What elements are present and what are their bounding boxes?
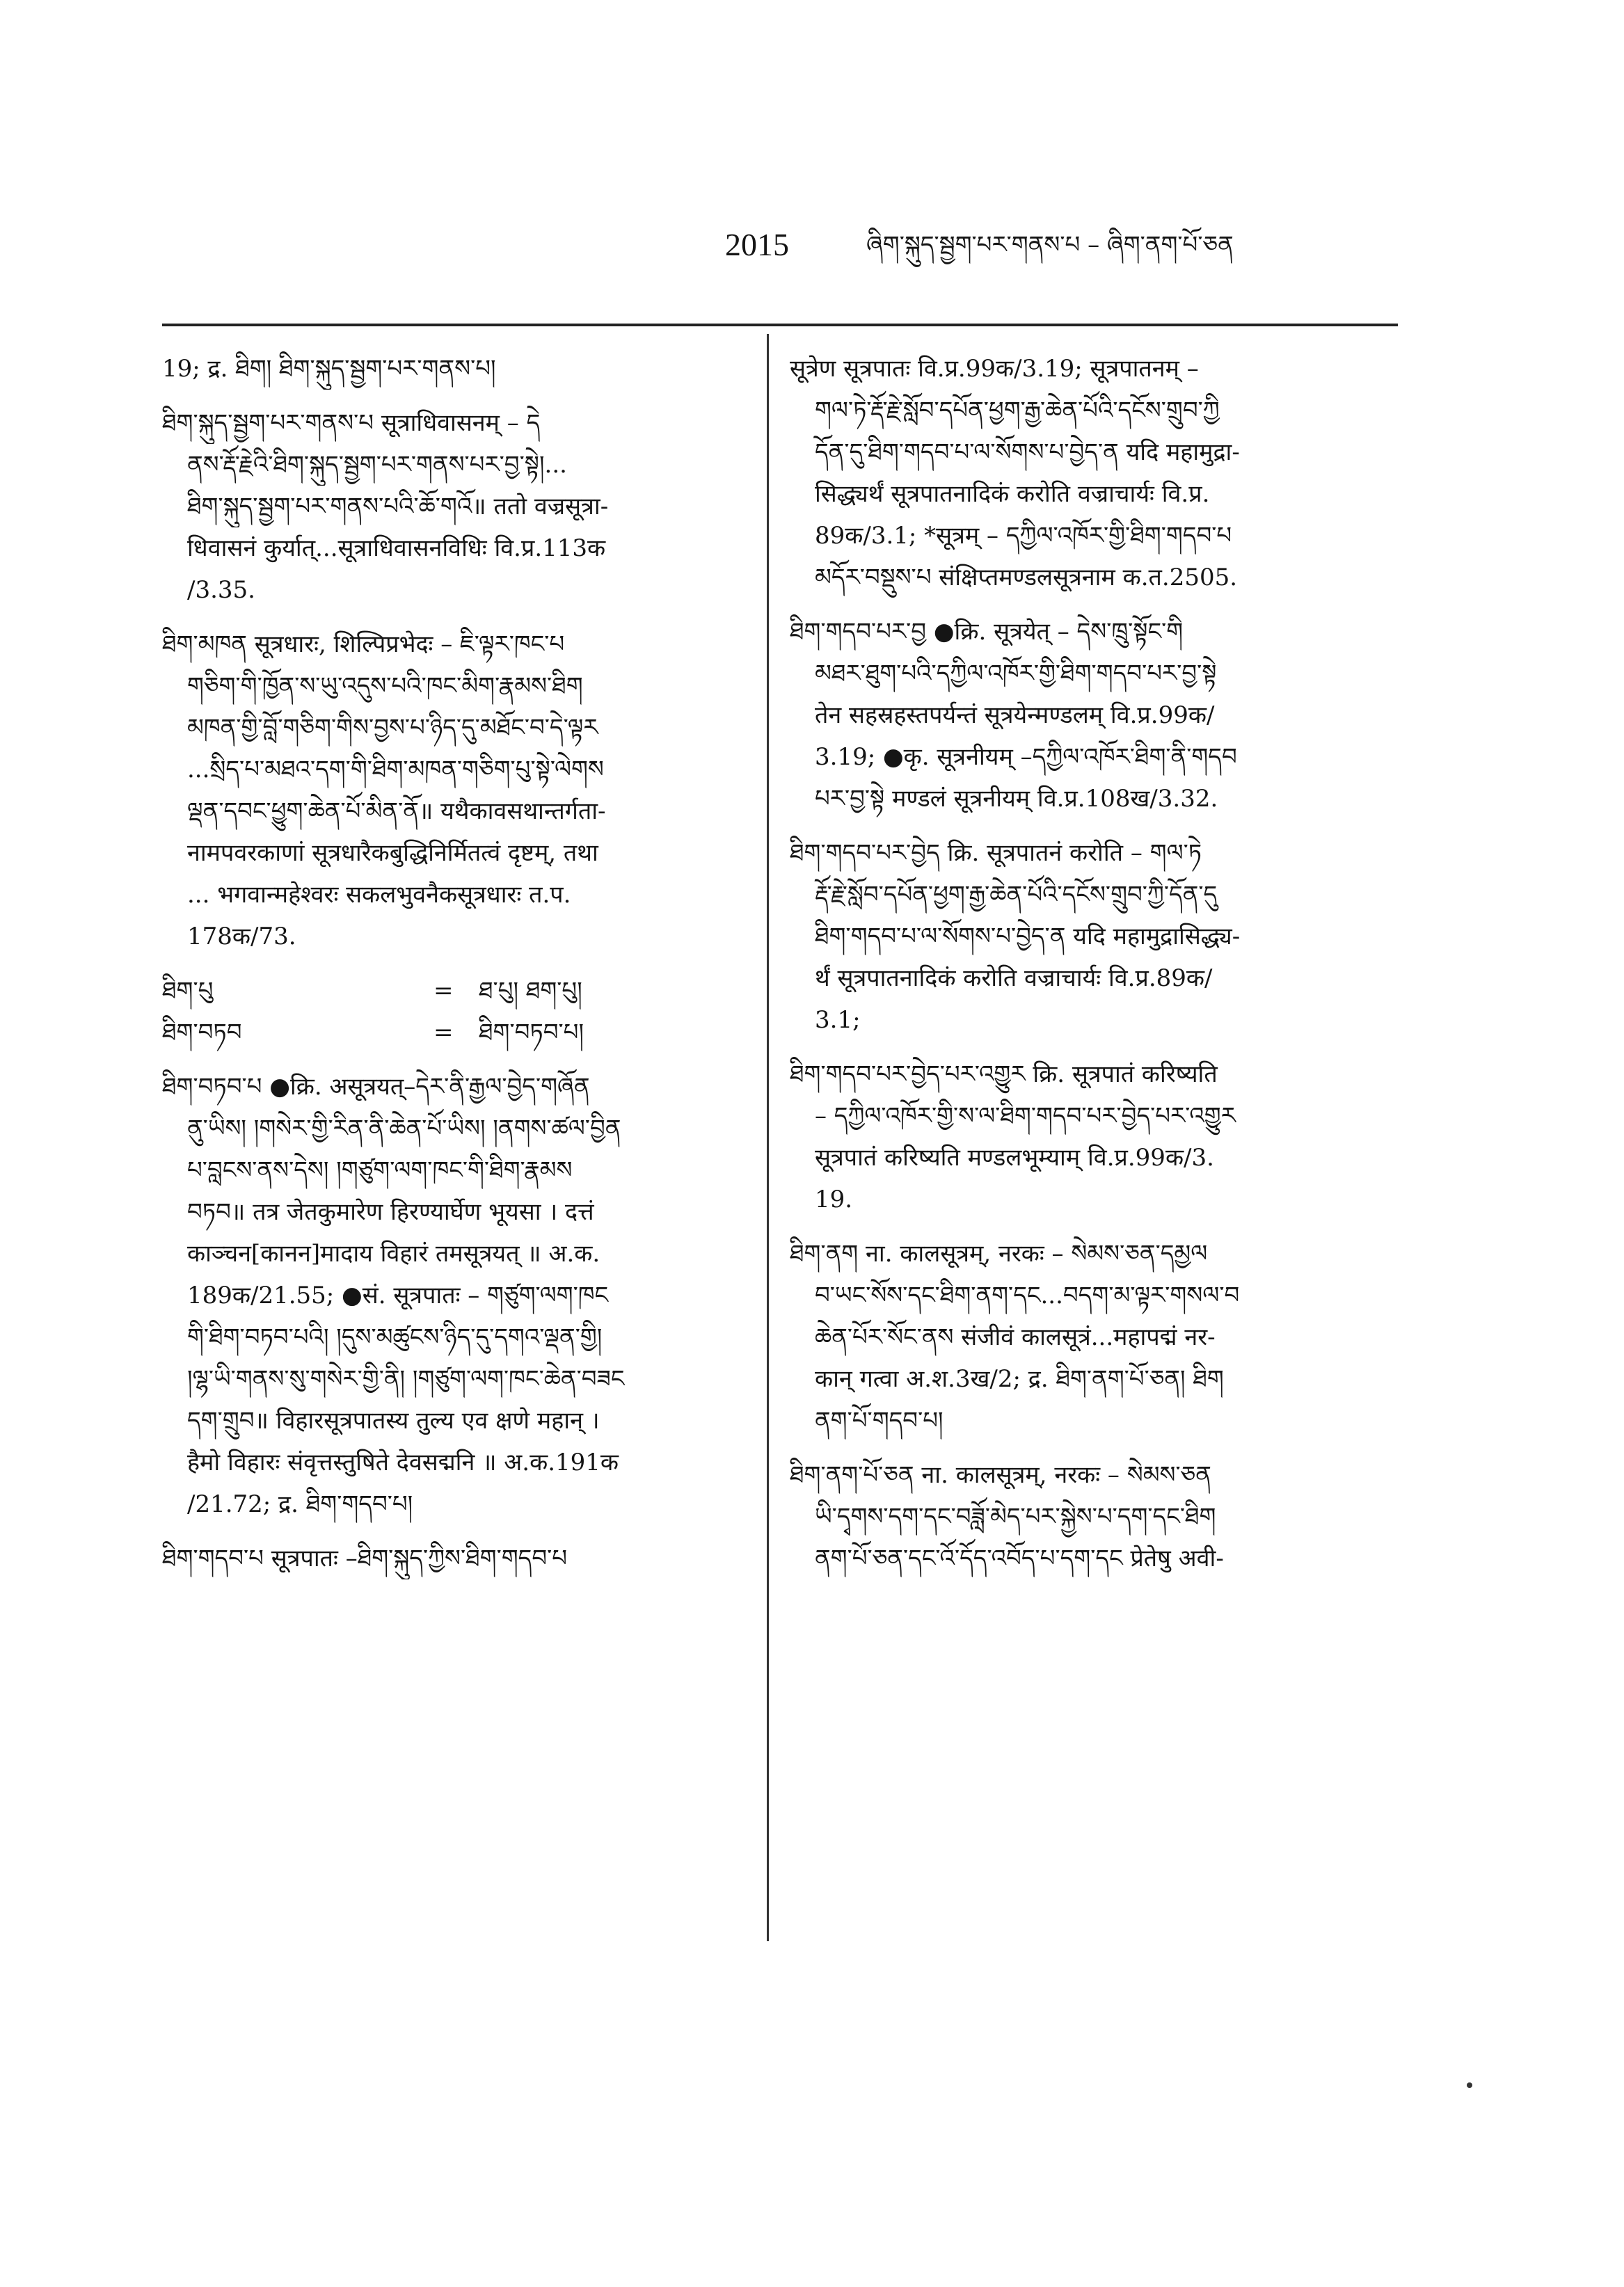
entry-line: /3.35.	[187, 576, 255, 604]
entry-line: ནག་པོ་ཅན་དང་འོ་དོད་འབོད་པ་དག་དང प्रेतेषु अवी-	[815, 1545, 1224, 1572]
entry-line: 3.1;	[815, 1006, 861, 1034]
entry-line: གི་ཐིག་བཏབ་པའི། །དུས་མཚུངས་ཉིད་དུ་དགའ་ལྡན་གྱི།	[187, 1323, 603, 1351]
dictionary-entry	[162, 348, 740, 390]
dictionary-entry	[790, 1053, 1385, 1220]
dictionary-entry	[790, 348, 1385, 598]
entry-headline: ཐིག་བཏབ་པ ●क्रि. असूत्रयत्–དེར་ནི་རྒྱལ་བྱེད་གཞོན	[162, 1073, 590, 1101]
entry-line: ནུ་ཡིས། །གསེར་གྱི་རིན་ནི་ཆེན་པོ་ཡིས། །ནགས་ཚལ་བྱིན	[187, 1115, 621, 1142]
entry-line: सिद्ध्यर्थं सूत्रपातनादिकं करोति वज्राचार्यः वि.प्र.	[815, 480, 1210, 508]
cross-reference-target: ཐིག་བཏབ་པ།	[479, 1019, 584, 1046]
cross-reference-headword: ཐིག་པུ	[162, 977, 214, 1005]
cross-reference-target: ཐ་པུ། ཐག་པུ།	[479, 977, 582, 1005]
entry-line: 3.19; ●कृ. सूत्रनीयम् –དཀྱིལ་འཁོར་ཐིག་ནི་གདབ	[815, 743, 1237, 771]
entry-line: 89क/3.1; *सूत्रम् – དཀྱིལ་འཁོར་གྱི་ཐིག་གདབ་པ	[815, 522, 1232, 550]
header-rule	[162, 324, 1398, 326]
entry-line: हैमो विहारः संवृत्तस्तुषिते देवसद्मनि ॥ अ.क.191क	[187, 1449, 619, 1476]
entry-line: པ་བླངས་ནས་དེས། །གཙུག་ལག་ཁང་གི་ཐིག་རྣམས	[187, 1156, 573, 1184]
entry-line: རྡོ་རྗེ་སློབ་དཔོན་ཕྱག་རྒྱ་ཆེན་པོའི་དངོས་གྲུབ་ཀྱི་དོན་དུ	[815, 881, 1218, 909]
dictionary-entry	[162, 1066, 740, 1525]
entry-line: काञ्चन[कानन]मादाय विहारं तमसूत्रयत् ॥ अ.क.	[187, 1240, 600, 1268]
entry-line: ནག་པོ་གདབ་པ།	[815, 1407, 944, 1435]
equals-sign: =	[433, 977, 454, 1005]
page-number: 2015	[725, 227, 789, 262]
entry-line: མཐར་ཐུག་པའི་དཀྱིལ་འཁོར་གྱི་ཐིག་གདབ་པར་བྱ་སྟེ	[815, 660, 1217, 687]
entry-line: །ལྷ་ཡི་གནས་སུ་གསེར་གྱི་ནི། །གཙུག་ལག་ཁང་ཆེན་བཟང	[187, 1365, 625, 1393]
entry-line: བཏབ॥ तत्र जेतकुमारेण हिरण्यार्घेण भूयसा । दत्तं	[187, 1198, 594, 1226]
entry-line: 19.	[815, 1186, 853, 1213]
cross-reference-row	[162, 1012, 740, 1053]
entry-line: ... भगवान्महेश्वरः सकलभुवनैकसूत्रधारः त.प.	[187, 881, 571, 909]
dictionary-entry	[790, 1454, 1385, 1579]
entry-line: कान् गत्वा अ.श.3ख/2; द्र. ཐིག་ནག་པོ་ཅན། ཐིག	[815, 1365, 1224, 1393]
entry-line: 189क/21.55; ●सं. सूत्रपातः – གཙུག་ལག་ཁང	[187, 1282, 609, 1309]
dictionary-entry	[790, 611, 1385, 820]
entry-line: གཅིག་གི་ཁྱོན་ས་ཡུ་འདུས་པའི་ཁང་མིག་རྣམས་ཐིག	[187, 672, 583, 700]
cross-reference-row	[162, 970, 740, 1012]
entry-line: तेन सहस्रहस्तपर्यन्तं सूत्रयेन्मण्डलम् वि.प्र.99क/	[815, 701, 1215, 729]
entry-line: ལྡན་དབང་ཕྱུག་ཆེན་པོ་མིན་ནོ॥ यथैकावसथान्तर्गता-	[187, 797, 606, 825]
entry-line: དོན་དུ་ཐིག་གདབ་པ་ལ་སོགས་པ་བྱེད་ན यदि महामुद्रा-	[815, 438, 1240, 466]
dictionary-entry	[162, 623, 740, 957]
entry-line: གལ་ཏེ་རྡོ་རྗེ་སློབ་དཔོན་ཕྱག་རྒྱ་ཆེན་པོའི་དངོས་གྲུབ་ཀྱི	[815, 397, 1220, 424]
entry-headline: ཐིག་གདབ་པར་བྱེད क्रि. सूत्रपातनं करोति – གལ་ཏེ	[790, 839, 1202, 867]
dictionary-entry	[790, 832, 1385, 1041]
entry-line: མདོར་བསྡུས་པ संक्षिप्तमण्डलसूत्रनाम क.त.2505.	[815, 564, 1238, 591]
entry-line: པར་བྱ་སྟེ मण्डलं सूत्रनीयम् वि.प्र.108ख/3.32.	[815, 785, 1218, 813]
entry-line: र्थं सूत्रपातनादिकं करोति वज्राचार्यः वि.प्र.89क/	[815, 964, 1213, 992]
right-column	[790, 348, 1385, 1592]
entry-headline: ཐིག་གདབ་པར་བྱ ●क्रि. सूत्रयेत् – དེས་ཁྲུ་སྟོང་གི	[790, 618, 1184, 646]
equals-sign: =	[433, 1019, 454, 1046]
entry-line: धिवासनं कुर्यात्...सूत्राधिवासनविधिः वि.प्र.113क	[187, 534, 606, 562]
column-divider	[767, 334, 769, 1941]
dictionary-entry	[790, 1233, 1385, 1442]
entry-line: नामपवरकाणां सूत्रधारैकबुद्धिनिर्मितत्वं दृष्टम्, तथा	[187, 839, 598, 867]
entry-line: དག་གྲུབ॥ विहारसूत्रपातस्य तुल्य एव क्षणे महान् ।	[187, 1407, 600, 1435]
entry-line: – དཀྱིལ་འཁོར་གྱི་ས་ལ་ཐིག་གདབ་པར་བྱེད་པར་འགྱུར	[815, 1102, 1236, 1130]
entry-line: ཆེན་པོར་སོང་ནས संजीवं कालसूत्रं...महापद्मं नर-	[815, 1323, 1216, 1351]
entry-headline: ཐིག་ནག་པོ་ཅན ना. कालसूत्रम्, नरकः – སེམས་ཅན	[790, 1461, 1211, 1489]
cross-reference-headword: ཐིག་བཏབ	[162, 1019, 242, 1046]
stray-mark	[1467, 2082, 1472, 2088]
entry-line: ཐིག་སྐུད་སྦྱག་པར་གནས་པའི་ཆོ་གའོ॥ ततो वज्रसूत्रा-	[187, 493, 609, 520]
entry-headline: ཐིག་མཁན सूत्रधारः, शिल्पिप्रभेदः – ཇི་ལྟར་ཁང་པ	[162, 630, 565, 658]
entry-line: /21.72; द्र. ཐིག་གདབ་པ།	[187, 1490, 413, 1518]
entry-headline: ཐིག་སྐུད་སྦྱག་པར་གནས་པ सूत्राधिवासनम् – དེ	[162, 409, 541, 437]
left-column	[162, 348, 740, 1592]
entry-headline: सूत्रेण सूत्रपातः वि.प्र.99क/3.19; सूत्रपातनम् –	[790, 355, 1199, 383]
entry-line: 178क/73.	[187, 923, 296, 950]
entry-line: བ་ཡང་སོས་དང་ཐིག་ནག་དང...བདག་མ་ལྟར་གསལ་བ	[815, 1282, 1240, 1309]
dictionary-entry	[162, 1538, 740, 1579]
dictionary-entry	[162, 402, 740, 611]
entry-line: ...སྲིད་པ་མཐའ་དག་གི་ཐིག་མཁན་གཅིག་པུ་སྟེ་ལེགས	[187, 756, 604, 783]
entry-headline: 19; द्र. ཐིག། ཐིག་སྐུད་སྦྱག་པར་གནས་པ།	[162, 355, 496, 383]
entry-headline: ཐིག་གདབ་པ सूत्रपातः –ཐིག་སྐུད་ཀྱིས་ཐིག་གདབ་པ	[162, 1545, 568, 1572]
entry-line: ཐིག་གདབ་པ་ལ་སོགས་པ་བྱེད་ན यदि महामुद्रासिद्ध्य-	[815, 923, 1241, 950]
entry-headline: ཐིག་གདབ་པར་བྱེད་པར་འགྱུར क्रि. सूत्रपातं करिष्यति	[790, 1060, 1218, 1088]
entry-line: ནས་རྡོ་རྗེའི་ཐིག་སྐུད་སྦྱག་པར་གནས་པར་བྱ་སྟེ།...	[187, 451, 567, 479]
entry-line: सूत्रपातं करिष्यति मण्डलभूम्याम् वि.प्र.99क/3.	[815, 1144, 1214, 1172]
entry-headline: ཐིག་ནག ना. कालसूत्रम्, नरकः – སེམས་ཅན་དམྱལ	[790, 1240, 1208, 1268]
entry-line: ཡི་དྭགས་དག་དང་བཟློ་མེད་པར་སྐྱེས་པ་དག་དང་ཐིག	[815, 1503, 1216, 1531]
page-header	[0, 224, 1624, 266]
entry-line: མཁན་གྱི་བློ་གཅིག་གིས་བྱས་པ་ཉིད་དུ་མཐོང་བ་དེ་ལྟར	[187, 714, 598, 742]
running-head: ཞིག་སྐུད་སྦྱག་པར་གནས་པ – ཞིག་ནག་པོ་ཅན	[866, 231, 1234, 259]
